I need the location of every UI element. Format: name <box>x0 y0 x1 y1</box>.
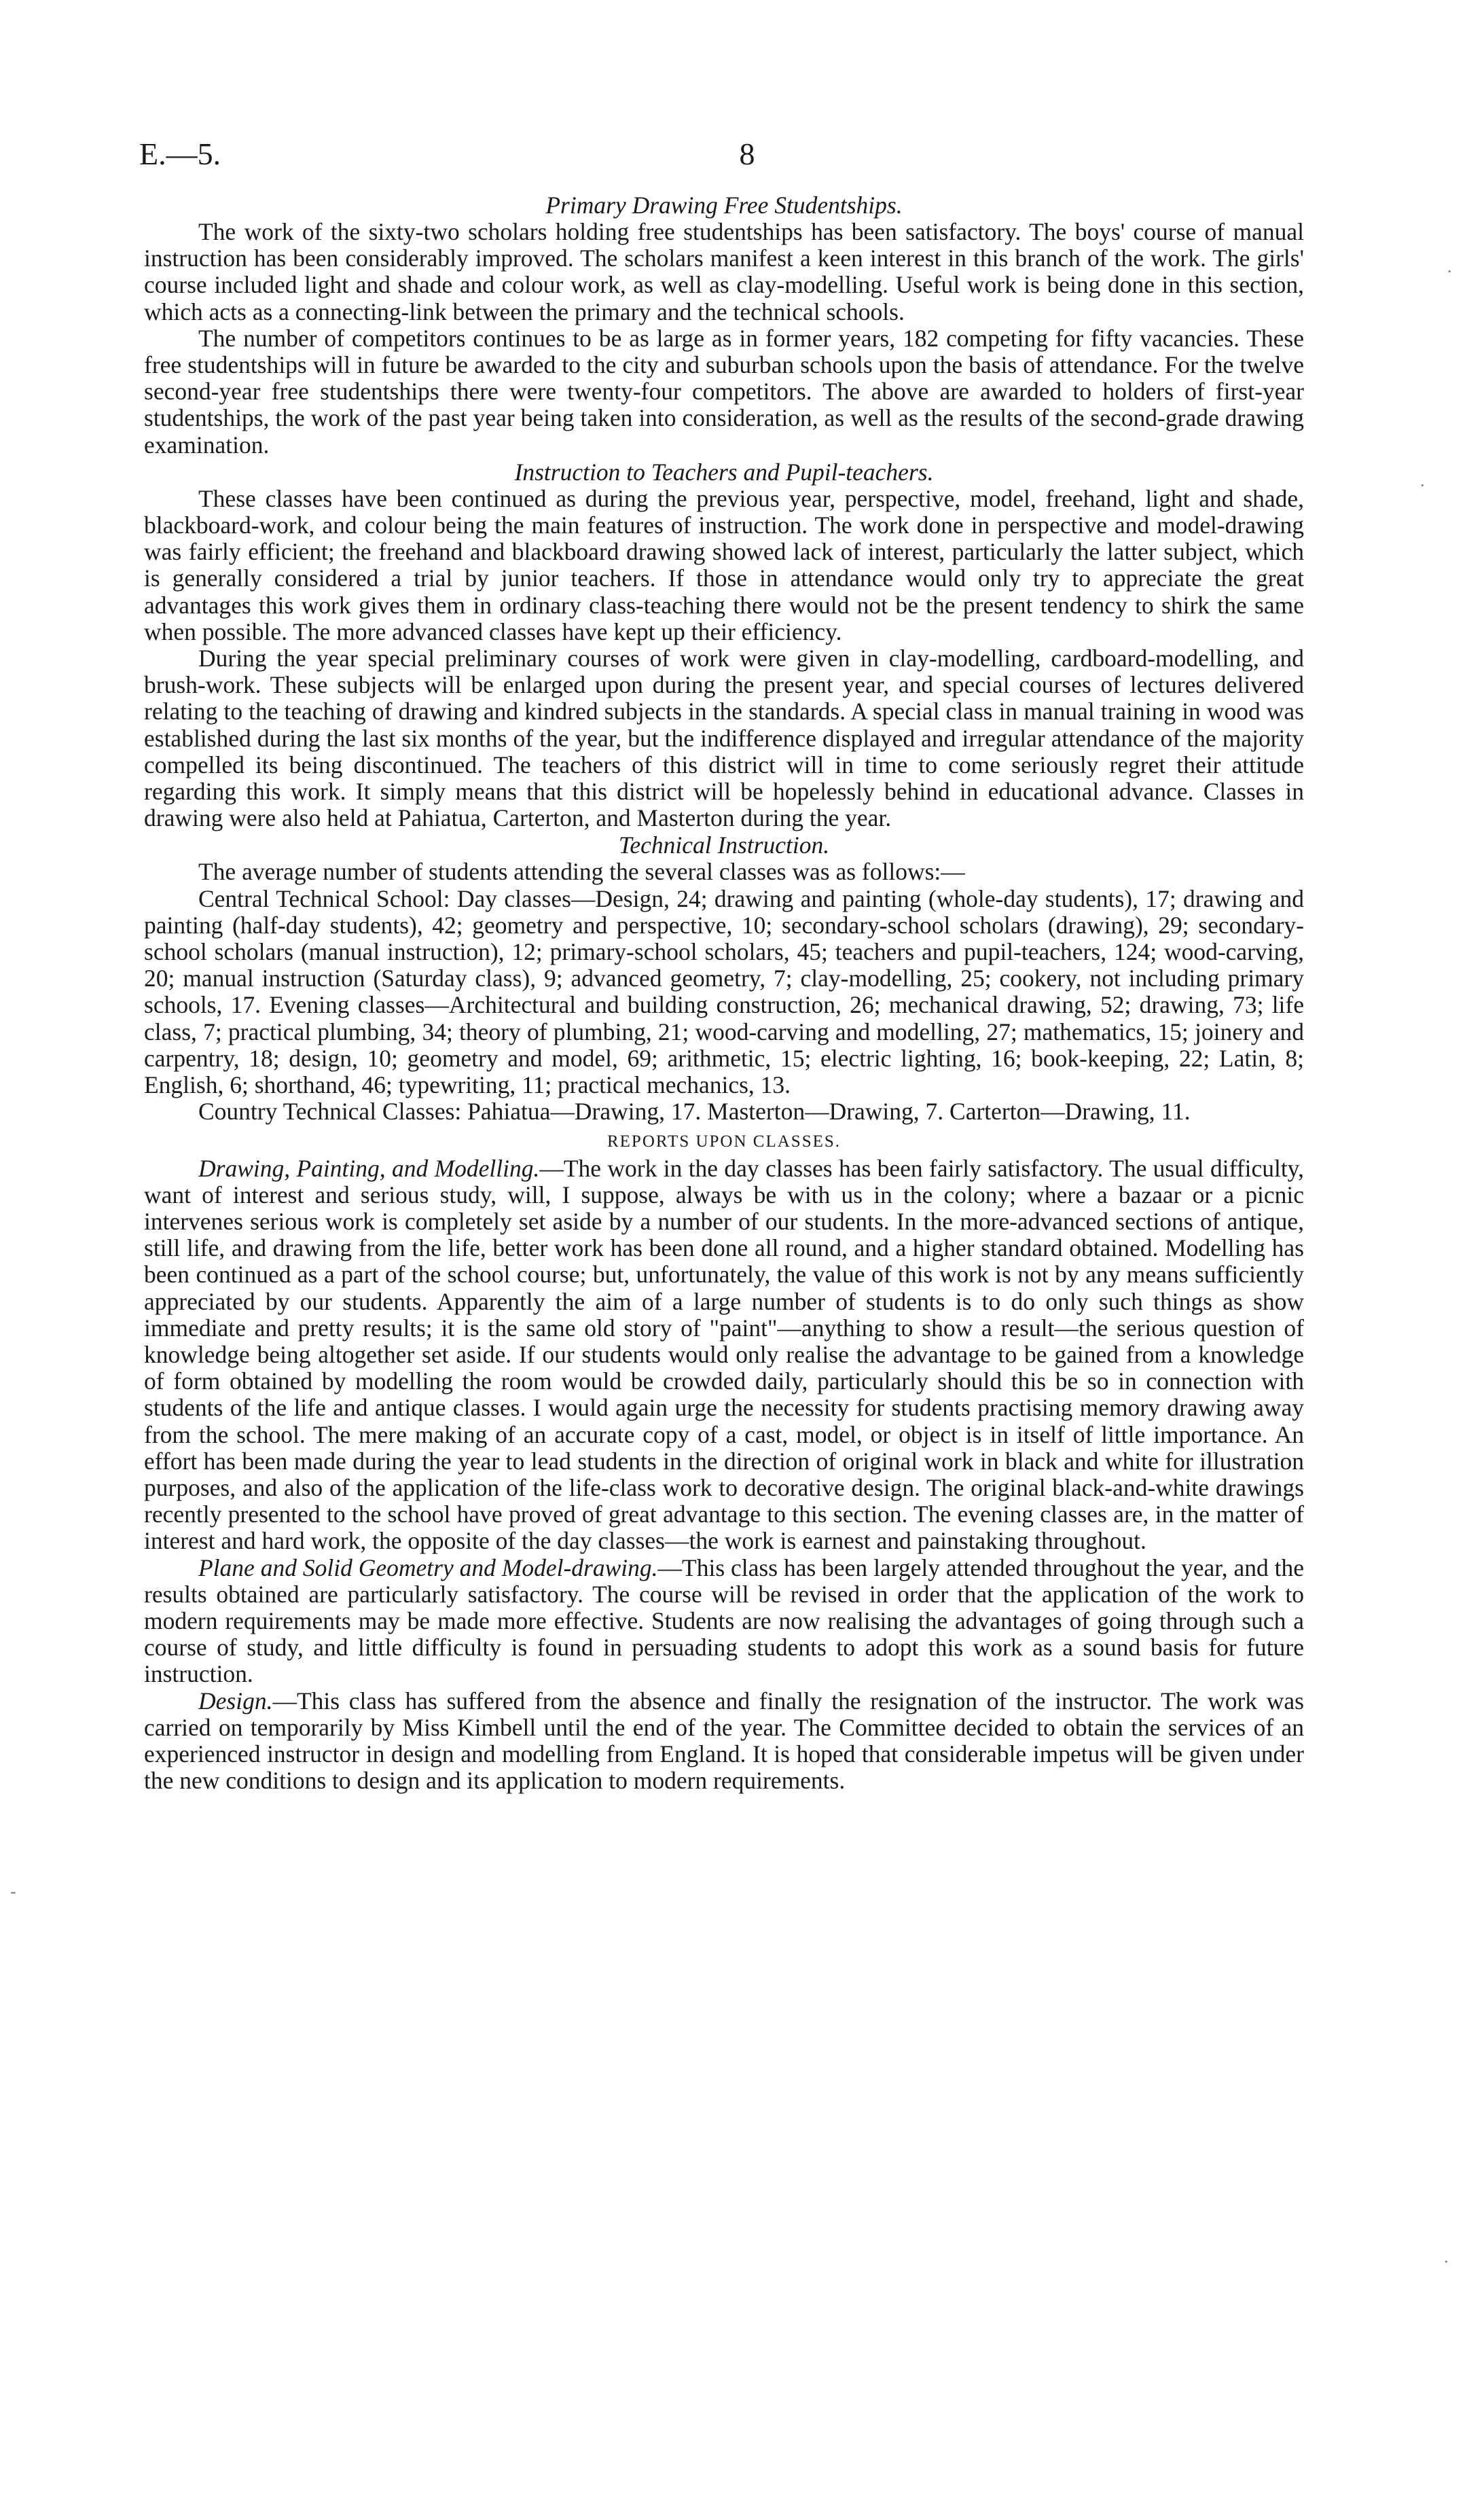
margin-speck: - <box>10 1882 16 1901</box>
document-reference: E.—5. <box>139 137 221 171</box>
paragraph: The number of competitors continues to be as large as in former years, 182 competing for fifty vacancies. These free studentships will in future be awarded to the city and suburban schools upon the basis of attendance. For the twelve second-year free studentships there were twenty-four competitors. The above are awarded to holders of first-year studentships, the work of the past year being taken into consideration, as well as the results of the second-grade drawing examination. <box>144 324 1304 459</box>
margin-speck: · <box>1419 475 1426 495</box>
paragraph: During the year special preliminary courses of work were given in clay-modelling, cardboard-modelling, and brush-work. These subjects will be enlarged upon during the present year, and special courses of lectures delivered relating to the teaching of drawing and kindred subjects in the standards. A special class in manual training in wood was established during the last six months of the year, but the indifference displayed and irregular attendance of the majority compelled its being discontinued. The teachers of this district will in time to come seriously regret their attitude regarding this work. It simply means that this district will be hopelessly behind in educational advance. Classes in drawing were also held at Pahiatua, Carterton, and Masterton during the year. <box>144 645 1304 832</box>
report-title-drawing: Drawing, Painting, and Modelling. <box>198 1154 540 1182</box>
report-drawing <box>144 1155 1304 1555</box>
page-body <box>144 192 1304 1794</box>
report-text-geometry: —This class has been largely attended throughout the year, and the results obtained are particularly satisfactory. The course will be revised in order that the application of the work to modern requirements may be made more effective. Students are now realising the advantages of going through such a course of study, and little difficulty is found in persuading students to adopt this work as a sound basis for future instruction. <box>144 1554 1304 1688</box>
section-heading-teachers: Instruction to Teachers and Pupil-teachers. <box>514 458 934 486</box>
report-title-geometry: Plane and Solid Geometry and Model-drawing. <box>198 1554 658 1581</box>
paragraph-attendance-list: Central Technical School: Day classes—Design, 24; drawing and painting (whole-day students), 17; drawing and painting (half-day students), 42; geometry and perspective, 10; secondary-school scholars (drawing), 29; secondary-school scholars (manual instruction), 12; primary-school scholars, 45; teachers and pupil-teachers, 124; wood-carving, 20; manual instruction (Saturday class), 9; advanced geometry, 7; clay-modelling, 25; cookery, not including primary schools, 17. Evening classes—Architectural and building construction, 26; mechanical drawing, 52; drawing, 73; life class, 7; practical plumbing, 34; theory of plumbing, 21; wood-carving and modelling, 27; mathematics, 15; joinery and carpentry, 18; design, 10; geometry and model, 69; arithmetic, 15; electric lighting, 16; book-keeping, 22; Latin, 8; English, 6; shorthand, 46; typewriting, 11; practical mechanics, 13. <box>144 884 1304 1099</box>
paragraph: These classes have been continued as during the previous year, perspective, model, freehand, light and shade, blackboard-work, and colour being the main features of instruction. The work done in perspective and model-drawing was fairly efficient; the freehand and blackboard drawing showed lack of interest, particularly the latter subject, which is generally considered a trial by junior teachers. If those in attendance would only try to appreciate the great advantages this work gives them in ordinary class-teaching there would not be the present tendency to shirk the same when possible. The more advanced classes have kept up their efficiency. <box>144 484 1304 645</box>
margin-speck: · <box>1443 2252 1449 2272</box>
paragraph-country-classes: Country Technical Classes: Pahiatua—Drawing, 17. Masterton—Drawing, 7. Carterton—Drawing, 11. <box>198 1098 1191 1126</box>
report-design <box>144 1688 1304 1795</box>
paragraph: The work of the sixty-two scholars holding free studentships has been satisfactory. The boys' course of manual instruction has been considerably improved. The scholars manifest a keen interest in this branch of the work. The girls' course included light and shade and colour work, as well as clay-modelling. Useful work is being done in this section, which acts as a connecting-link between the primary and the technical schools. <box>144 218 1304 325</box>
margin-speck: · <box>1447 262 1453 281</box>
page-header <box>139 136 1355 177</box>
report-text-drawing: —The work in the day classes has been fairly satisfactory. The usual difficulty, want of interest and serious study, will, I suppose, always be with us in the colony; where a bazaar or a picnic intervenes serious work is completely set aside by a number of our students. In the more-advanced sections of antique, still life, and drawing from the life, better work has been done all round, and a higher standard obtained. Modelling has been continued as a part of the school course; but, unfortunately, the value of this work is not by any means sufficiently appreciated by our students. Apparently the aim of a large number of students is to do only such things as show immediate and pretty results; it is the same old story of "paint"—anything to show a result—the serious question of knowledge being altogether set aside. If our students would only realise the advantage to be gained from a knowledge of form obtained by modelling the room would be crowded daily, particularly should this be so in connection with students of the life and antique classes. I would again urge the necessity for students practising memory drawing away from the school. The mere making of an accurate copy of a cast, model, or object is in itself of little importance. An effort has been made during the year to lead students in the direction of original work in black and white for illustration purposes, and also of the application of the life-class work to decorative design. The original black-and-white drawings recently presented to the school have proved of great advantage to this section. The evening classes are, in the matter of interest and hard work, the opposite of the day classes—the work is earnest and painstaking throughout. <box>144 1154 1304 1555</box>
section-heading-technical: Technical Instruction. <box>618 831 830 859</box>
section-heading-primary-drawing: Primary Drawing Free Studentships. <box>545 192 903 219</box>
report-text-design: —This class has suffered from the absence and finally the resignation of the instructor. The work was carried on temporarily by Miss Kimbell until the end of the year. The Committee decided to obtain the services of an experienced instructor in design and modelling from England. It is hoped that considerable impetus will be given under the new conditions to design and its application to modern requirements. <box>144 1687 1304 1795</box>
section-heading-reports: REPORTS UPON CLASSES. <box>607 1132 841 1151</box>
page-number: 8 <box>739 137 755 171</box>
report-geometry <box>144 1555 1304 1688</box>
report-title-design: Design. <box>198 1687 273 1715</box>
paragraph: The average number of students attending the several classes was as follows:— <box>198 858 965 886</box>
